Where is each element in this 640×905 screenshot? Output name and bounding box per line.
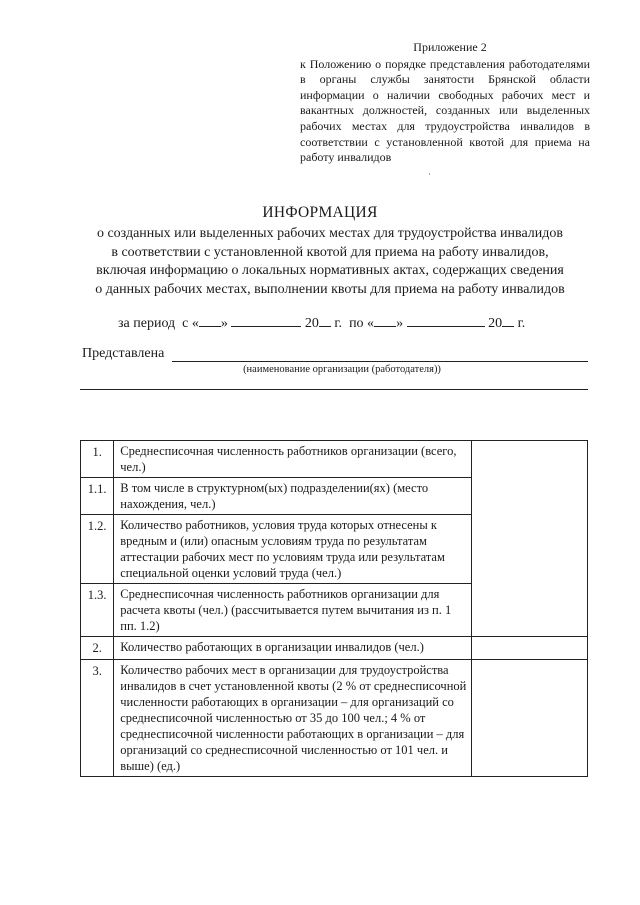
- period-year-suffix-2: г.: [517, 316, 526, 331]
- from-day-blank[interactable]: [199, 313, 221, 327]
- document-title: ИНФОРМАЦИЯ: [262, 204, 378, 221]
- to-day-blank[interactable]: [374, 313, 396, 327]
- table-row: [81, 660, 588, 777]
- row-text: Количество работников, условия труда которых отнесены к вредным и (или) опасным условиям труда по результатам аттестации рабочих мест по условиям труда или результатам специальной оценки условий труда (чел.): [114, 515, 472, 584]
- row-number: 1.1.: [81, 478, 114, 515]
- info-table: [80, 440, 588, 777]
- row-number: 1.2.: [81, 515, 114, 584]
- period-year-suffix: г.: [334, 316, 343, 331]
- value-cell[interactable]: [472, 660, 588, 777]
- period-line: [118, 313, 525, 332]
- to-month-blank[interactable]: [407, 313, 485, 327]
- organization-caption: (наименование организации (работодателя)): [243, 364, 441, 375]
- to-year-blank[interactable]: [502, 313, 514, 327]
- row-number: 1.3.: [81, 584, 114, 637]
- row-number: 1.: [81, 441, 114, 478]
- from-year-blank[interactable]: [319, 313, 331, 327]
- table-row: [81, 637, 588, 660]
- subtitle-line: о созданных или выделенных рабочих местах для трудоустройства инвалидов: [96, 226, 564, 241]
- period-quote-close-2: »: [396, 316, 404, 331]
- table-row: [81, 441, 588, 478]
- presented-label: Представлена: [82, 346, 165, 361]
- row-text: Среднесписочная численность работников организации (всего, чел.): [114, 441, 472, 478]
- appendix-body: к Положению о порядке представления работодателями в органы службы занятости Брянской области информации о наличии свободных рабочих мест и вакантных должностей, созданных или выделенных рабочих местах для трудоустройства инвалидов в соответствии с установленной квотой для приема на работу инвалидов: [300, 56, 590, 165]
- value-cell[interactable]: [472, 441, 588, 637]
- row-text: Количество работающих в организации инвалидов (чел.): [114, 637, 472, 660]
- stray-dot: ·: [428, 170, 431, 179]
- row-text: Количество рабочих мест в организации для трудоустройства инвалидов в счет установленной квоты (2 % от среднесписочной численности работающих в организации – для организаций со среднесписочной численностью от 35 до 100 чел.; 4 % от среднесписочной численности работающих в организации – для организаций со среднесписочной численностью от 101 чел. и выше) (ед.): [114, 660, 472, 777]
- from-month-blank[interactable]: [231, 313, 301, 327]
- period-label: за период: [118, 316, 176, 331]
- period-year-prefix-2: 20: [488, 316, 503, 331]
- organization-name-field[interactable]: [172, 361, 588, 362]
- value-cell[interactable]: [472, 637, 588, 660]
- period-to: по «: [349, 316, 375, 331]
- subtitle-line: включая информацию о локальных нормативных актах, содержащих сведения: [96, 263, 564, 278]
- row-text: Среднесписочная численность работников организации для расчета квоты (чел.) (рассчитывается путем вычитания из п. 1 пп. 1.2): [114, 584, 472, 637]
- document-subtitle: [70, 225, 590, 299]
- row-number: 3.: [81, 660, 114, 777]
- period-from: с «: [182, 316, 199, 331]
- subtitle-line: в соответствии с установленной квотой для приема на работу инвалидов,: [111, 244, 549, 260]
- period-quote-close: »: [220, 316, 228, 331]
- appendix-block: [300, 40, 590, 166]
- subtitle-line: о данных рабочих местах, выполнении квоты для приема на работу инвалидов: [95, 281, 565, 297]
- period-year-prefix: 20: [304, 316, 319, 331]
- organization-name-field-2[interactable]: [80, 389, 588, 390]
- row-text: В том числе в структурном(ых) подразделении(ях) (место нахождения, чел.): [114, 478, 472, 515]
- row-number: 2.: [81, 637, 114, 660]
- appendix-title: Приложение 2: [413, 40, 487, 54]
